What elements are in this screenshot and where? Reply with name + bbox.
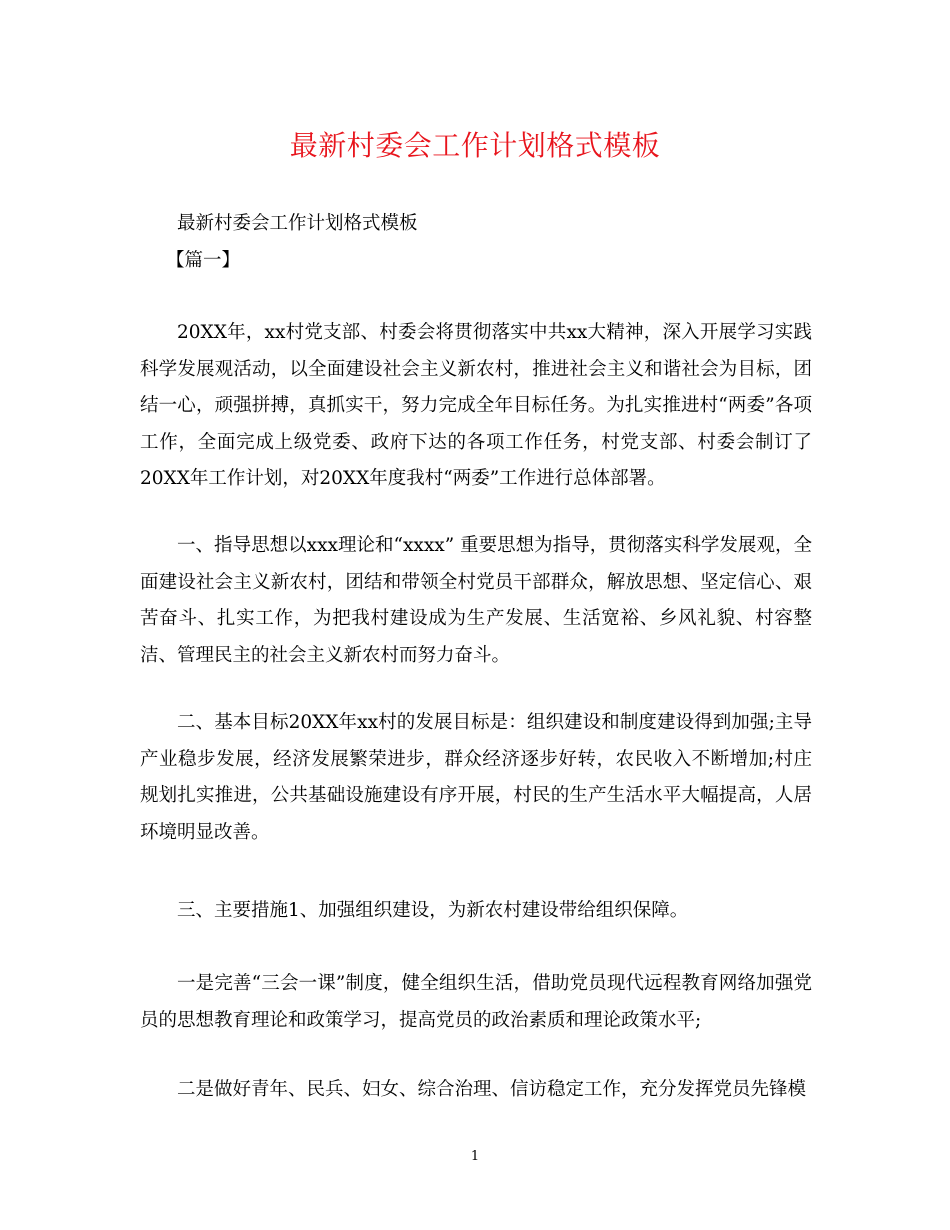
paragraph-measure-one: 一是完善“三会一课”制度，健全组织生活，借助党员现代远程教育网络加强党员的思想教育理论和政策学习，提高党员的政治素质和理论政策水平; bbox=[140, 973, 812, 1031]
paragraph-guiding-ideology: 一、指导思想以xxx理论和“xxxx” 重要思想为指导，贯彻落实科学发展观，全面建设社会主义新农村，团结和带领全村党员干部群众，解放思想、坚定信心、艰苦奋斗、扎实工作，为把我村建设成为生产发展、生活宽裕、乡风礼貌、村容整洁、管理民主的社会主义新农村而努力奋斗。 bbox=[140, 535, 812, 666]
paragraph-basic-goals: 二、基本目标20XX年xx村的发展目标是：组织建设和制度建设得到加强;主导产业稳步发展，经济发展繁荣进步，群众经济逐步好转，农民收入不断增加;村庄规划扎实推进，公共基础设施建设有序开展，村民的生产生活水平大幅提高，人居环境明显改善。 bbox=[140, 712, 812, 843]
paragraph-measure-two: 二是做好青年、民兵、妇女、综合治理、信访稳定工作，充分发挥党员先锋模 bbox=[177, 1079, 807, 1100]
paragraph-intro: 20XX年，xx村党支部、村委会将贯彻落实中共xx大精神，深入开展学习实践科学发展观活动，以全面建设社会主义新农村，推进社会主义和谐社会为目标，团结一心，顽强拼搏，真抓实干，努力完成全年目标任务。为扎实推进村“两委”各项工作，全面完成上级党委、政府下达的各项工作任务，村党支部、村委会制订了20XX年工作计划，对20XX年度我村“两委”工作进行总体部署。 bbox=[140, 322, 812, 489]
section-label: 【篇一】 bbox=[166, 250, 241, 271]
paragraph-main-measures: 三、主要措施1、加强组织建设，为新农村建设带给组织保障。 bbox=[177, 900, 689, 921]
document-subtitle: 最新村委会工作计划格式模板 bbox=[177, 213, 418, 234]
page-number: 1 bbox=[470, 1149, 480, 1164]
document-title: 最新村委会工作计划格式模板 bbox=[289, 129, 661, 162]
